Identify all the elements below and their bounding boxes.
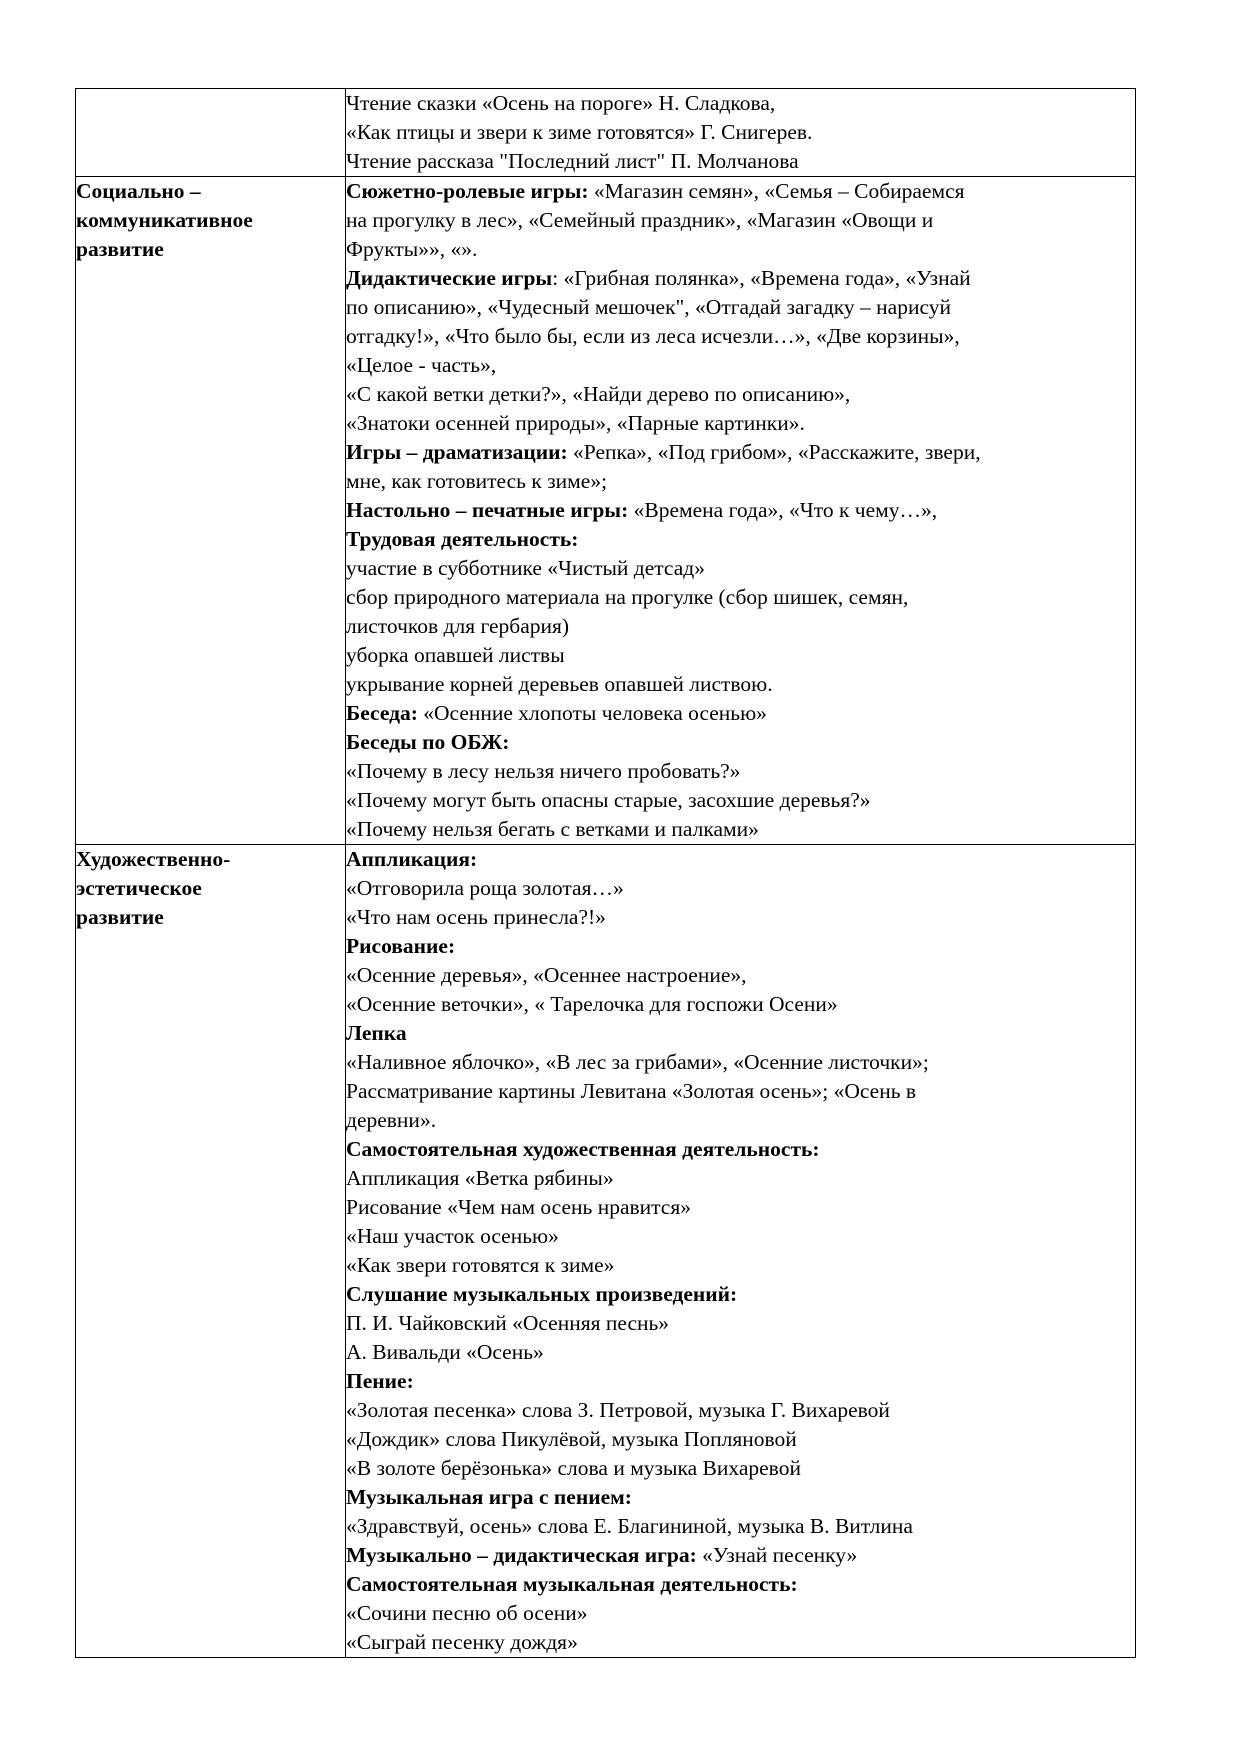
activity-text: «Времена года», «Что к чему…»,	[628, 498, 938, 522]
activity-line	[346, 1425, 1135, 1454]
activity-text: уборка опавшей листвы	[346, 643, 565, 667]
activity-line	[346, 757, 1135, 786]
table-row	[76, 845, 1136, 1658]
activity-line	[346, 1396, 1135, 1425]
activity-line	[346, 467, 1135, 496]
activity-line	[346, 1570, 1135, 1599]
activity-text: «В золоте берёзонька» слова и музыка Вихаревой	[346, 1456, 801, 1480]
activity-line	[346, 1193, 1135, 1222]
activity-text: сбор природного материала на прогулке (сбор шишек, семян,	[346, 585, 909, 609]
activity-heading: Аппликация:	[346, 847, 478, 871]
activity-text: «Как звери готовятся к зиме»	[346, 1253, 615, 1277]
activities-table	[75, 88, 1136, 1658]
activity-line	[346, 206, 1135, 235]
activity-heading: Сюжетно-ролевые игры:	[346, 179, 589, 203]
activity-line	[346, 264, 1135, 293]
area-title-line: эстетическое	[76, 876, 202, 900]
activity-text: : «Грибная полянка», «Времена года», «Узнай	[552, 266, 971, 290]
activity-text: «Наливное яблочко», «В лес за грибами», «Осенние листочки»;	[346, 1050, 929, 1074]
activity-text: «Осенние хлопоты человека осенью»	[417, 701, 767, 725]
activity-heading: Беседа:	[346, 701, 418, 725]
activity-line	[346, 351, 1135, 380]
activities-cell	[346, 845, 1136, 1658]
activity-text: «Что нам осень принесла?!»	[346, 905, 606, 929]
activity-line	[346, 932, 1135, 961]
development-area-cell	[76, 89, 346, 177]
activity-line	[346, 728, 1135, 757]
activity-line	[346, 1541, 1135, 1570]
activity-line	[346, 525, 1135, 554]
development-area-cell	[76, 845, 346, 1658]
table-row	[76, 89, 1136, 177]
activity-heading: Игры – драматизации:	[346, 440, 568, 464]
development-area-cell	[76, 177, 346, 845]
activity-text: П. И. Чайковский «Осенняя песнь»	[346, 1311, 670, 1335]
activity-line	[346, 961, 1135, 990]
activity-text: «Целое - часть»,	[346, 353, 497, 377]
area-title-line: развитие	[76, 905, 164, 929]
activity-line	[346, 1077, 1135, 1106]
activity-line	[346, 438, 1135, 467]
activity-heading: Пение:	[346, 1369, 414, 1393]
activity-line	[346, 903, 1135, 932]
activity-line	[346, 583, 1135, 612]
activity-line	[346, 89, 1135, 118]
activity-text: «Осенние деревья», «Осеннее настроение»,	[346, 963, 747, 987]
activity-line	[346, 554, 1135, 583]
activity-line	[346, 1251, 1135, 1280]
activity-text: «Магазин семян», «Семья – Собираемся	[588, 179, 965, 203]
activity-line	[346, 380, 1135, 409]
activity-text: «Почему могут быть опасны старые, засохшие деревья?»	[346, 788, 871, 812]
activity-text: «Отговорила роща золотая…»	[346, 876, 624, 900]
activity-text: Рассматривание картины Левитана «Золотая осень»; «Осень в	[346, 1079, 917, 1103]
activity-line	[346, 670, 1135, 699]
activity-text: деревни».	[346, 1108, 437, 1132]
activity-heading: Музыкальная игра с пением:	[346, 1485, 632, 1509]
activity-text: «Золотая песенка» слова З. Петровой, музыка Г. Вихаревой	[346, 1398, 890, 1422]
activity-text: «Сочини песню об осени»	[346, 1601, 588, 1625]
activity-line	[346, 1106, 1135, 1135]
activity-line	[346, 1280, 1135, 1309]
activity-line	[346, 1048, 1135, 1077]
activity-text: «Репка», «Под грибом», «Расскажите, звери,	[567, 440, 981, 464]
activity-heading: Настольно – печатные игры:	[346, 498, 629, 522]
activity-line	[346, 845, 1135, 874]
activity-line	[346, 786, 1135, 815]
table-body	[76, 89, 1136, 1658]
activity-text: по описанию», «Чудесный мешочек", «Отгадай загадку – нарисуй	[346, 295, 951, 319]
area-title-line: коммуникативное	[76, 208, 253, 232]
activity-line	[346, 409, 1135, 438]
activity-text: Чтение рассказа "Последний лист" П. Молчанова	[346, 149, 799, 173]
activities-cell	[346, 177, 1136, 845]
activity-line	[346, 235, 1135, 264]
activity-line	[346, 147, 1135, 176]
activity-line	[346, 1628, 1135, 1657]
activity-heading: Самостоятельная художественная деятельность:	[346, 1137, 820, 1161]
activity-text: укрывание корней деревьев опавшей листвою.	[346, 672, 773, 696]
activity-line	[346, 612, 1135, 641]
activity-text: «Осенние веточки», « Тарелочка для госпожи Осени»	[346, 992, 838, 1016]
activity-line	[346, 1309, 1135, 1338]
activity-text: «С какой ветки детки?», «Найди дерево по описанию»,	[346, 382, 851, 406]
activity-heading: Слушание музыкальных произведений:	[346, 1282, 738, 1306]
activity-line	[346, 874, 1135, 903]
activity-line	[346, 1164, 1135, 1193]
activity-text: Рисование «Чем нам осень нравится»	[346, 1195, 691, 1219]
activity-text: «Знатоки осенней природы», «Парные картинки».	[346, 411, 805, 435]
activity-heading: Дидактические игры	[346, 266, 553, 290]
activity-text: «Здравствуй, осень» слова Е. Благининой, музыка В. Витлина	[346, 1514, 913, 1538]
activity-text: «Почему в лесу нельзя ничего пробовать?»	[346, 759, 741, 783]
activity-line	[346, 1019, 1135, 1048]
activity-line	[346, 118, 1135, 147]
activity-line	[346, 322, 1135, 351]
area-title-line: Художественно-	[76, 847, 231, 871]
activity-line	[346, 1135, 1135, 1164]
activity-heading: Трудовая деятельность:	[346, 527, 579, 551]
activity-text: «Наш участок осенью»	[346, 1224, 559, 1248]
activity-line	[346, 177, 1135, 206]
activity-line	[346, 293, 1135, 322]
activity-text: «Почему нельзя бегать с ветками и палками»	[346, 817, 759, 841]
activity-text: А. Вивальди «Осень»	[346, 1340, 544, 1364]
activity-text: «Сыграй песенку дождя»	[346, 1630, 578, 1654]
activity-text: на прогулку в лес», «Семейный праздник», «Магазин «Овощи и	[346, 208, 934, 232]
activity-text: листочков для гербария)	[346, 614, 570, 638]
activity-line	[346, 1454, 1135, 1483]
activity-line	[346, 496, 1135, 525]
area-title-line: развитие	[76, 237, 164, 261]
activity-line	[346, 1512, 1135, 1541]
activity-line	[346, 641, 1135, 670]
activity-text: отгадку!», «Что было бы, если из леса исчезли…», «Две корзины»,	[346, 324, 960, 348]
activity-text: «Дождик» слова Пикулёвой, музыка Попляновой	[346, 1427, 797, 1451]
activity-line	[346, 815, 1135, 844]
activity-heading: Беседы по ОБЖ:	[346, 730, 510, 754]
activity-line	[346, 1483, 1135, 1512]
activity-text: участие в субботнике «Чистый детсад»	[346, 556, 705, 580]
activity-text: Чтение сказки «Осень на пороге» Н. Сладкова,	[346, 91, 776, 115]
activity-heading: Рисование:	[346, 934, 456, 958]
activity-line	[346, 1599, 1135, 1628]
activity-text: «Узнай песенку»	[696, 1543, 858, 1567]
activity-heading: Лепка	[346, 1021, 407, 1045]
activity-heading: Самостоятельная музыкальная деятельность:	[346, 1572, 798, 1596]
activity-line	[346, 1222, 1135, 1251]
activity-heading: Музыкально – дидактическая игра:	[346, 1543, 697, 1567]
activity-text: Аппликация «Ветка рябины»	[346, 1166, 614, 1190]
area-title-line: Социально –	[76, 179, 201, 203]
table-row	[76, 177, 1136, 845]
activity-text: «Как птицы и звери к зиме готовятся» Г. Снигерев.	[346, 120, 813, 144]
activity-text: мне, как готовитесь к зиме»;	[346, 469, 608, 493]
activity-text: Фрукты»», «».	[346, 237, 478, 261]
activity-line	[346, 1338, 1135, 1367]
activity-line	[346, 1367, 1135, 1396]
activity-line	[346, 990, 1135, 1019]
activities-cell	[346, 89, 1136, 177]
activity-line	[346, 699, 1135, 728]
